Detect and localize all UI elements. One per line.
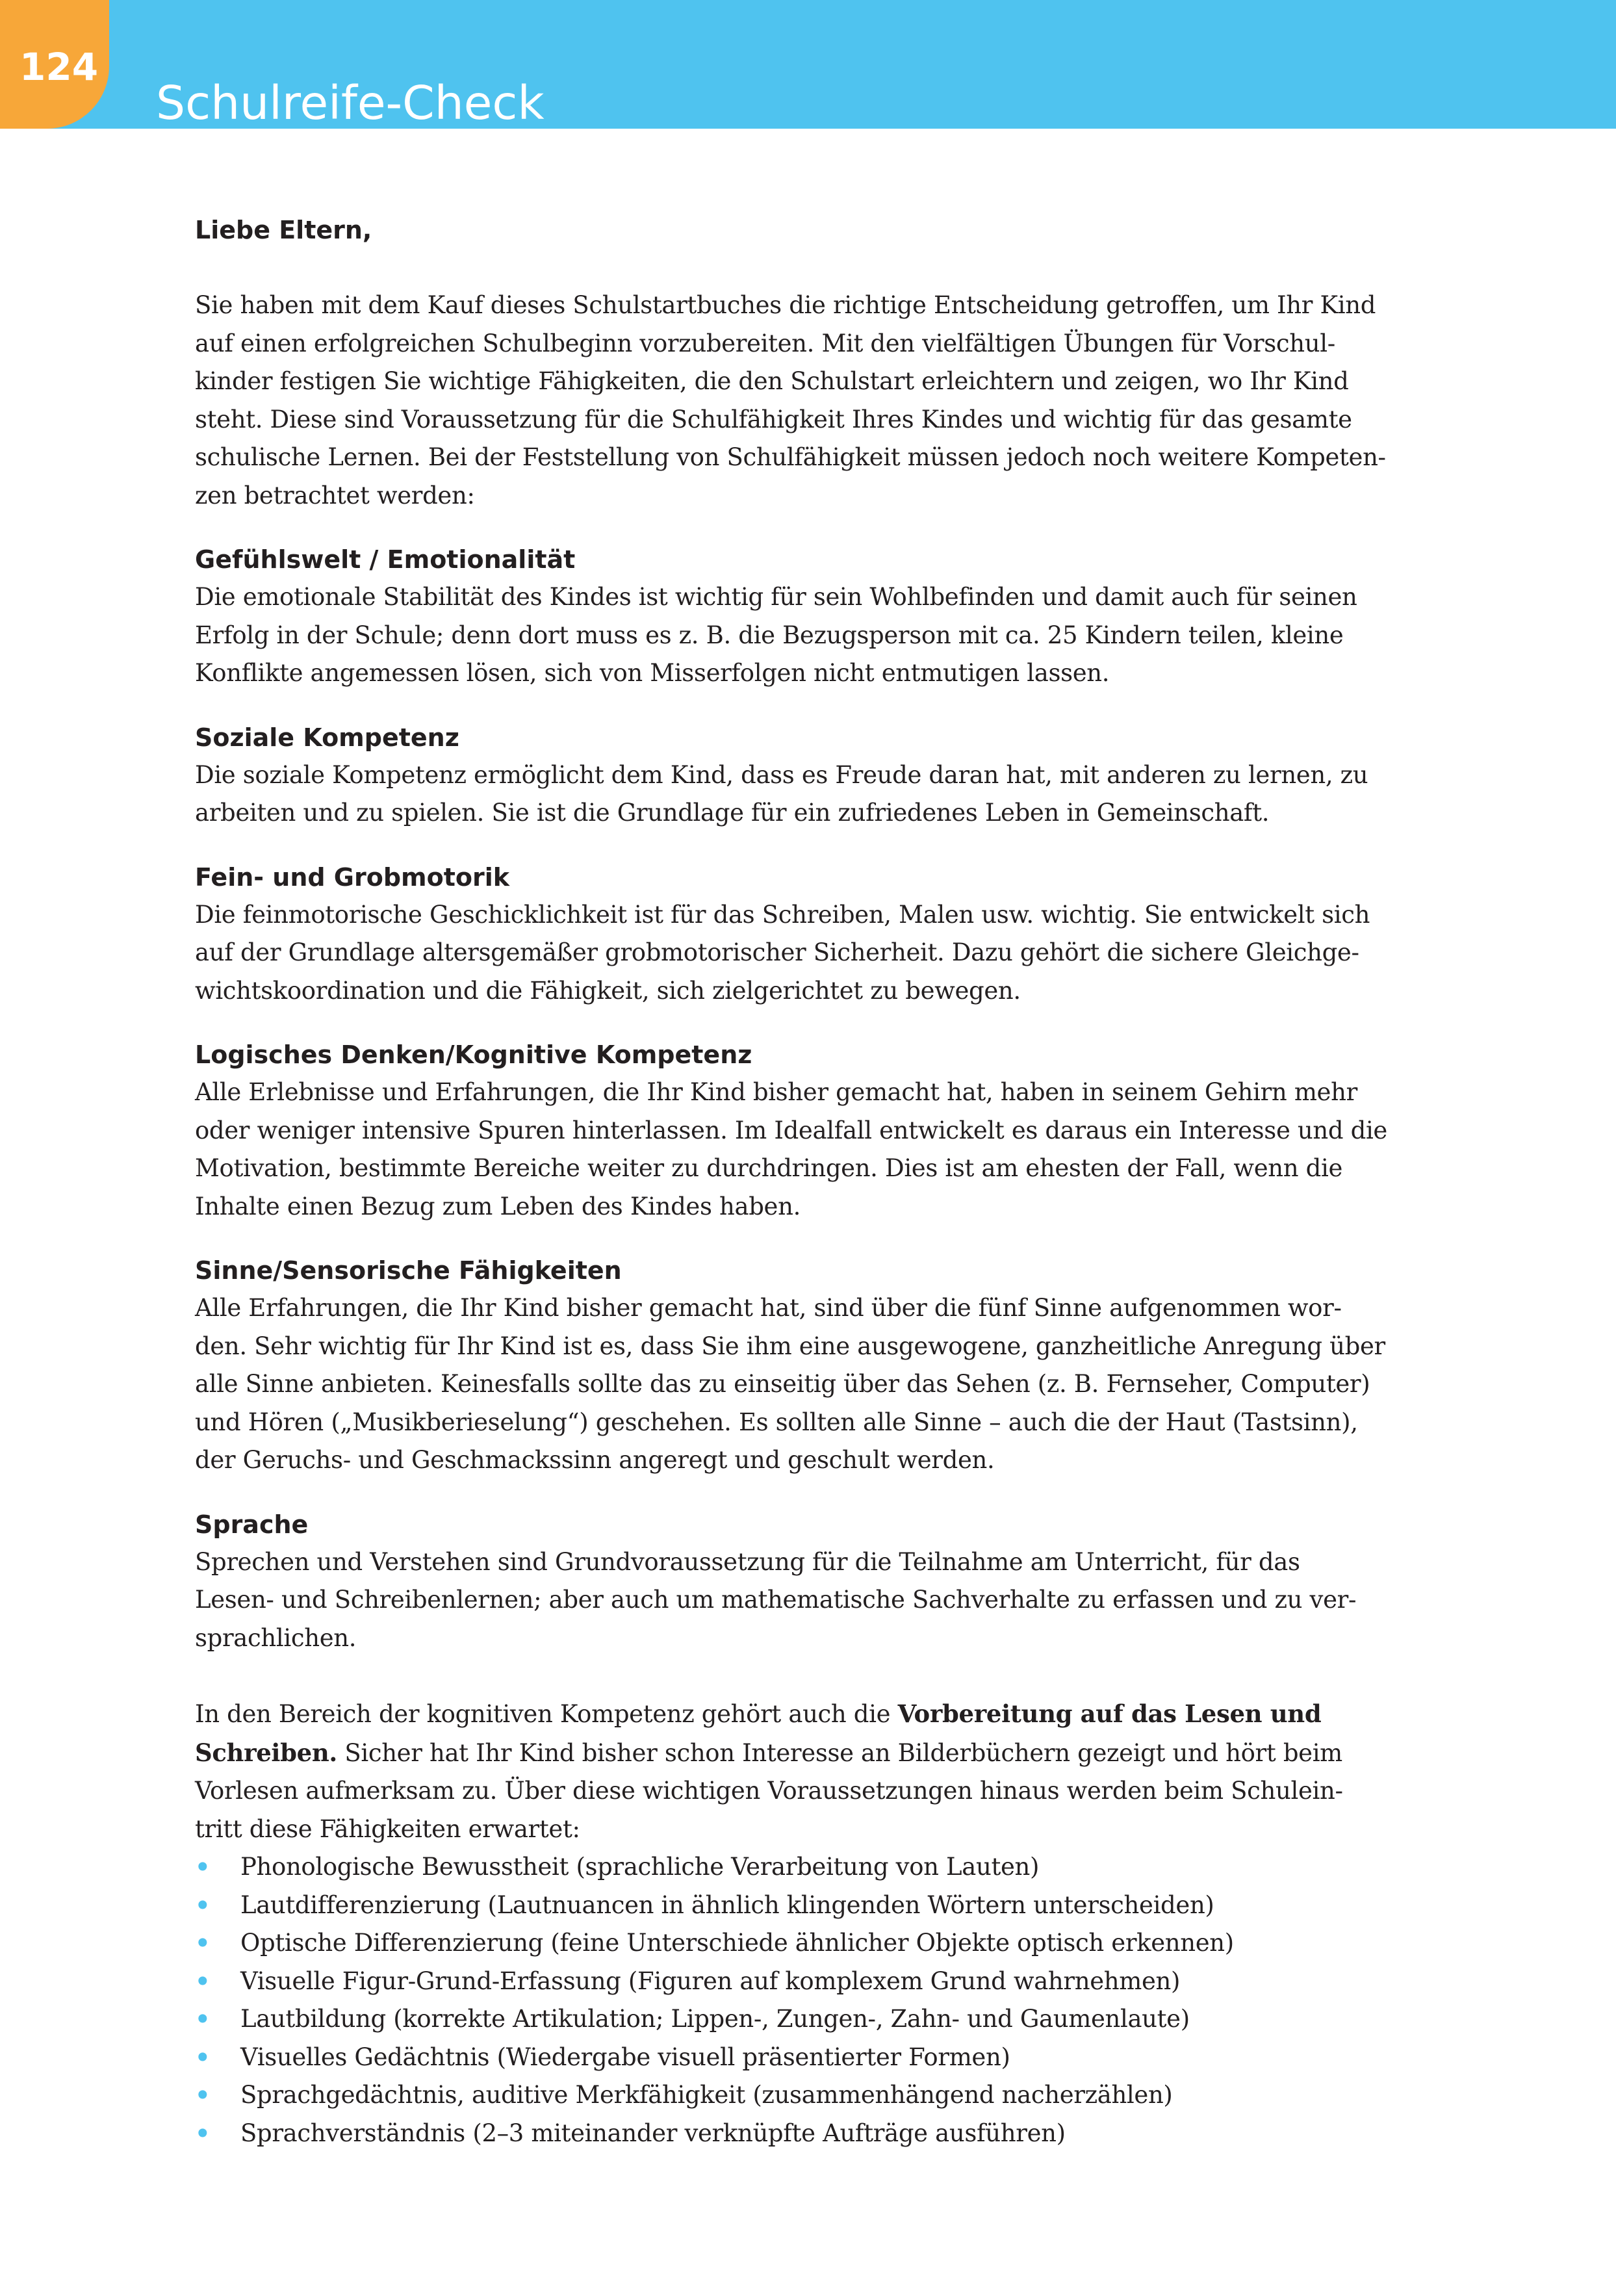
intro-line: schulische Lernen. Bei der Feststellung von Schulfähigkeit müssen jedoch noch weitere Kompeten- bbox=[195, 443, 1386, 471]
list-item-text: Visuelles Gedächtnis (Wiedergabe visuell präsentierter Formen) bbox=[240, 2043, 1010, 2071]
section-line: Sprechen und Verstehen sind Grundvoraussetzung für die Teilnahme am Unterricht, für das bbox=[195, 1547, 1300, 1576]
section-title: Gefühlswelt / Emotionalität bbox=[195, 545, 576, 574]
section-title: Fein- und Grobmotorik bbox=[195, 862, 510, 892]
list-item bbox=[195, 1924, 1387, 1963]
closing-text: In den Bereich der kognitiven Kompetenz gehört auch die bbox=[195, 1700, 898, 1728]
section-line: Motivation, bestimmte Bereiche weiter zu durchdringen. Dies ist am ehesten der Fall, wenn die bbox=[195, 1154, 1343, 1182]
list-item-text: Visuelle Figur-Grund-Erfassung (Figuren auf komplexem Grund wahrnehmen) bbox=[240, 1967, 1181, 1995]
bullet-icon: • bbox=[195, 2043, 211, 2072]
intro-line: Sie haben mit dem Kauf dieses Schulstartbuches die richtige Entscheidung getroffen, um Ihr Kind bbox=[195, 291, 1376, 319]
section-line: Alle Erlebnisse und Erfahrungen, die Ihr Kind bisher gemacht hat, haben in seinem Gehirn mehr bbox=[195, 1078, 1357, 1106]
list-item-text: Phonologische Bewusstheit (sprachliche Verarbeitung von Lauten) bbox=[240, 1853, 1040, 1881]
list-item-text: Lautbildung (korrekte Artikulation; Lippen-, Zungen-, Zahn- und Gaumenlaute) bbox=[240, 2005, 1190, 2033]
section-motorik bbox=[195, 858, 1387, 1011]
section-line: sprachlichen. bbox=[195, 1623, 357, 1652]
closing-emphasis: Vorbereitung auf das Lesen und bbox=[897, 1699, 1322, 1728]
section-line: Die emotionale Stabilität des Kindes ist wichtig für sein Wohlbefinden und damit auch für seinen bbox=[195, 583, 1357, 611]
section-line: und Hören („Musikberieselung“) geschehen. Es sollten alle Sinne – auch die der Haut (Tastsinn), bbox=[195, 1408, 1358, 1436]
bullet-icon: • bbox=[195, 1890, 211, 1920]
section-line: den. Sehr wichtig für Ihr Kind ist es, dass Sie ihm eine ausgewogene, ganzheitliche Anregung über bbox=[195, 1332, 1385, 1360]
bullet-icon: • bbox=[195, 2119, 211, 2148]
list-item bbox=[195, 1848, 1387, 1887]
closing-text: Sicher hat Ihr Kind bisher schon Interesse an Bilderbüchern gezeigt und hört beim bbox=[337, 1738, 1342, 1767]
section-line: arbeiten und zu spielen. Sie ist die Grundlage für ein zufriedenes Leben in Gemeinschaft. bbox=[195, 799, 1270, 827]
section-line: Lesen- und Schreibenlernen; aber auch um mathematische Sachverhalte zu erfassen und zu ver- bbox=[195, 1586, 1357, 1614]
closing-line: tritt diese Fähigkeiten erwartet: bbox=[195, 1814, 580, 1843]
section-emotionalitaet bbox=[195, 541, 1387, 693]
list-item-text: Sprachgedächtnis, auditive Merkfähigkeit (zusammenhängend nacherzählen) bbox=[240, 2081, 1173, 2109]
letter-body bbox=[195, 211, 1387, 2152]
closing-line bbox=[195, 1695, 1387, 1734]
section-line: Erfolg in der Schule; denn dort muss es z. B. die Bezugsperson mit ca. 25 Kindern teilen, kleine bbox=[195, 621, 1344, 649]
intro-line: steht. Diese sind Voraussetzung für die Schulfähigkeit Ihres Kindes und wichtig für das gesamte bbox=[195, 405, 1352, 433]
section-line: Alle Erfahrungen, die Ihr Kind bisher gemacht hat, sind über die fünf Sinne aufgenommen wor- bbox=[195, 1294, 1342, 1322]
paragraph-spacer bbox=[195, 1657, 1387, 1695]
section-line: Die soziale Kompetenz ermöglicht dem Kind, dass es Freude daran hat, mit anderen zu lernen, zu bbox=[195, 760, 1368, 789]
intro-line: kinder festigen Sie wichtige Fähigkeiten, die den Schulstart erleichtern und zeigen, wo Ihr Kind bbox=[195, 367, 1349, 395]
closing-line bbox=[195, 1734, 1387, 1773]
closing-paragraph bbox=[195, 1695, 1387, 1848]
list-item bbox=[195, 2000, 1387, 2039]
section-line: Die feinmotorische Geschicklichkeit ist für das Schreiben, Malen usw. wichtig. Sie entwickelt sich bbox=[195, 900, 1370, 929]
section-title: Logisches Denken/Kognitive Kompetenz bbox=[195, 1040, 752, 1069]
section-line: auf der Grundlage altersgemäßer grobmotorischer Sicherheit. Dazu gehört die sichere Gleichge- bbox=[195, 938, 1359, 966]
section-title: Sinne/Sensorische Fähigkeiten bbox=[195, 1256, 622, 1285]
closing-line: Vorlesen aufmerksam zu. Über diese wichtigen Voraussetzungen hinaus werden beim Schulein- bbox=[195, 1777, 1343, 1805]
closing-emphasis: Schreiben. bbox=[195, 1738, 337, 1767]
section-sinne bbox=[195, 1252, 1387, 1480]
list-item-text: Optische Differenzierung (feine Unterschiede ähnlicher Objekte optisch erkennen) bbox=[240, 1929, 1234, 1957]
section-line: Inhalte einen Bezug zum Leben des Kindes haben. bbox=[195, 1192, 801, 1220]
list-item bbox=[195, 2076, 1387, 2115]
bullet-icon: • bbox=[195, 2081, 211, 2109]
list-item-text: Sprachverständnis (2–3 miteinander verknüpfte Aufträge ausführen) bbox=[240, 2119, 1066, 2147]
page-number: 124 bbox=[19, 45, 99, 89]
salutation: Liebe Eltern, bbox=[195, 216, 372, 244]
list-item-text: Lautdifferenzierung (Lautnuancen in ähnlich klingenden Wörtern unterscheiden) bbox=[240, 1890, 1214, 1919]
section-title: Sprache bbox=[195, 1510, 309, 1539]
section-soziale-kompetenz bbox=[195, 719, 1387, 832]
section-title: Soziale Kompetenz bbox=[195, 723, 459, 752]
skills-list bbox=[195, 1848, 1387, 2152]
section-line: wichtskoordination und die Fähigkeit, sich zielgerichtet zu bewegen. bbox=[195, 976, 1021, 1005]
list-item bbox=[195, 1963, 1387, 2001]
bullet-icon: • bbox=[195, 2005, 211, 2033]
intro-paragraph bbox=[195, 287, 1387, 515]
intro-line: auf einen erfolgreichen Schulbeginn vorzubereiten. Mit den vielfältigen Übungen für Vorschul- bbox=[195, 329, 1335, 357]
section-line: Konflikte angemessen lösen, sich von Misserfolgen nicht entmutigen lassen. bbox=[195, 659, 1110, 687]
section-line: alle Sinne anbieten. Keinesfalls sollte das zu einseitig über das Sehen (z. B. Fernseher, Computer) bbox=[195, 1370, 1370, 1398]
section-sprache bbox=[195, 1506, 1387, 1658]
bullet-icon: • bbox=[195, 1929, 211, 1957]
section-line: der Geruchs- und Geschmackssinn angeregt und geschult werden. bbox=[195, 1446, 995, 1474]
section-line: oder weniger intensive Spuren hinterlassen. Im Idealfall entwickelt es daraus ein Interesse und die bbox=[195, 1116, 1387, 1144]
bullet-icon: • bbox=[195, 1967, 211, 1996]
section-logisches-denken bbox=[195, 1036, 1387, 1226]
list-item bbox=[195, 2115, 1387, 2153]
intro-line: zen betrachtet werden: bbox=[195, 481, 475, 510]
bullet-icon: • bbox=[195, 1853, 211, 1881]
page-title: Schulreife-Check bbox=[156, 75, 545, 130]
list-item bbox=[195, 2039, 1387, 2077]
list-item bbox=[195, 1887, 1387, 1925]
